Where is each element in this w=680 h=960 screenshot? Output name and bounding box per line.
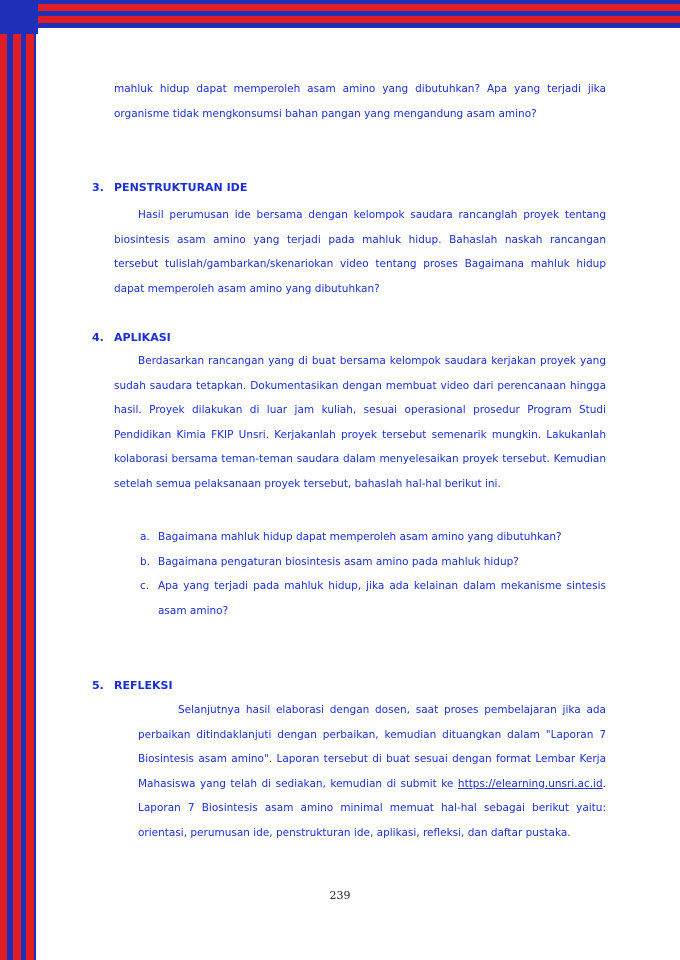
section-3-number: 3. [92,181,104,194]
section-3-heading [92,180,247,196]
section-5-heading [92,678,173,694]
section-4-number: 4. [92,331,104,344]
section-5-text-after: . Laporan 7 Biosintesis asam amino minimal memuat hal-hal sebagai berikut yaitu: orientasi, perumusan ide, penstrukturan ide, aplikasi, refleksi, dan daftar pustaka. [138,777,607,839]
section-4-heading [92,330,171,346]
section-5-number: 5. [92,679,104,692]
section-3-body: Hasil perumusan ide bersama dengan kelompok saudara rancanglah proyek tentang biosintesis asam amino yang terjadi pada mahluk hidup. Bahaslah naskah rancangan tersebut tulislah/gambarkan/skenariokan video tentang proses Bagaimana mahluk hidup dapat memperoleh asam amino yang dibutuhkan? [114,209,606,295]
elearning-link[interactable]: https://elearning.unsri.ac.id [457,777,603,790]
list-marker: a. [140,531,150,543]
section-4-body: Berdasarkan rancangan yang di buat bersama kelompok saudara kerjakan proyek yang sudah saudara tetapkan. Dokumentasikan dengan membuat video dari perencanaan hingga hasil. Proyek dilakukan di luar jam kuliah, sesuai operasional prosedur Program Studi Pendidikan Kimia FKIP Unsri. Kerjakanlah proyek tersebut semenarik mungkin. Lakukanlah kolaborasi bersama teman-teman saudara dalam menyelesaikan proyek tersebut. Kemudian setelah semua pelaksanaan proyek tersebut, bahaslah hal-hal berikut ini. [114,355,606,490]
section-4-title: APLIKASI [114,331,171,344]
list-item [140,574,606,623]
list-text: Apa yang terjadi pada mahluk hidup, jika ada kelainan dalam mekanisme sintesis asam amino? [158,580,606,617]
section-5-text-before: Selanjutnya hasil elaborasi dengan dosen, saat proses pembelajaran jika ada perbaikan ditindaklanjuti dengan perbaikan, kemudian dituangkan dalam "Laporan 7 Biosintesis asam amino". Laporan tersebut di buat sesuai dengan format Lembar Kerja Mahasiswa yang telah di sediakan, kemudian di submit ke [138,704,606,790]
list-text: Bagaimana mahluk hidup dapat memperoleh asam amino yang dibutuhkan? [158,531,562,543]
section-5-title: REFLEKSI [114,679,173,692]
list-text: Bagaimana pengaturan biosintesis asam amino pada mahluk hidup? [158,555,519,568]
page-number: 239 [329,889,351,902]
list-item [140,525,606,550]
list-marker: b. [140,555,151,568]
list-marker: c. [140,580,150,592]
section-5-body [138,698,606,845]
list-item [140,550,606,575]
intro-paragraph: mahluk hidup dapat memperoleh asam amino yang dibutuhkan? Apa yang terjadi jika organisme tidak mengkonsumsi bahan pangan yang mengandung asam amino? [114,83,606,120]
section-3-title: PENSTRUKTURAN IDE [114,181,248,194]
section-4-question-list [140,525,606,623]
